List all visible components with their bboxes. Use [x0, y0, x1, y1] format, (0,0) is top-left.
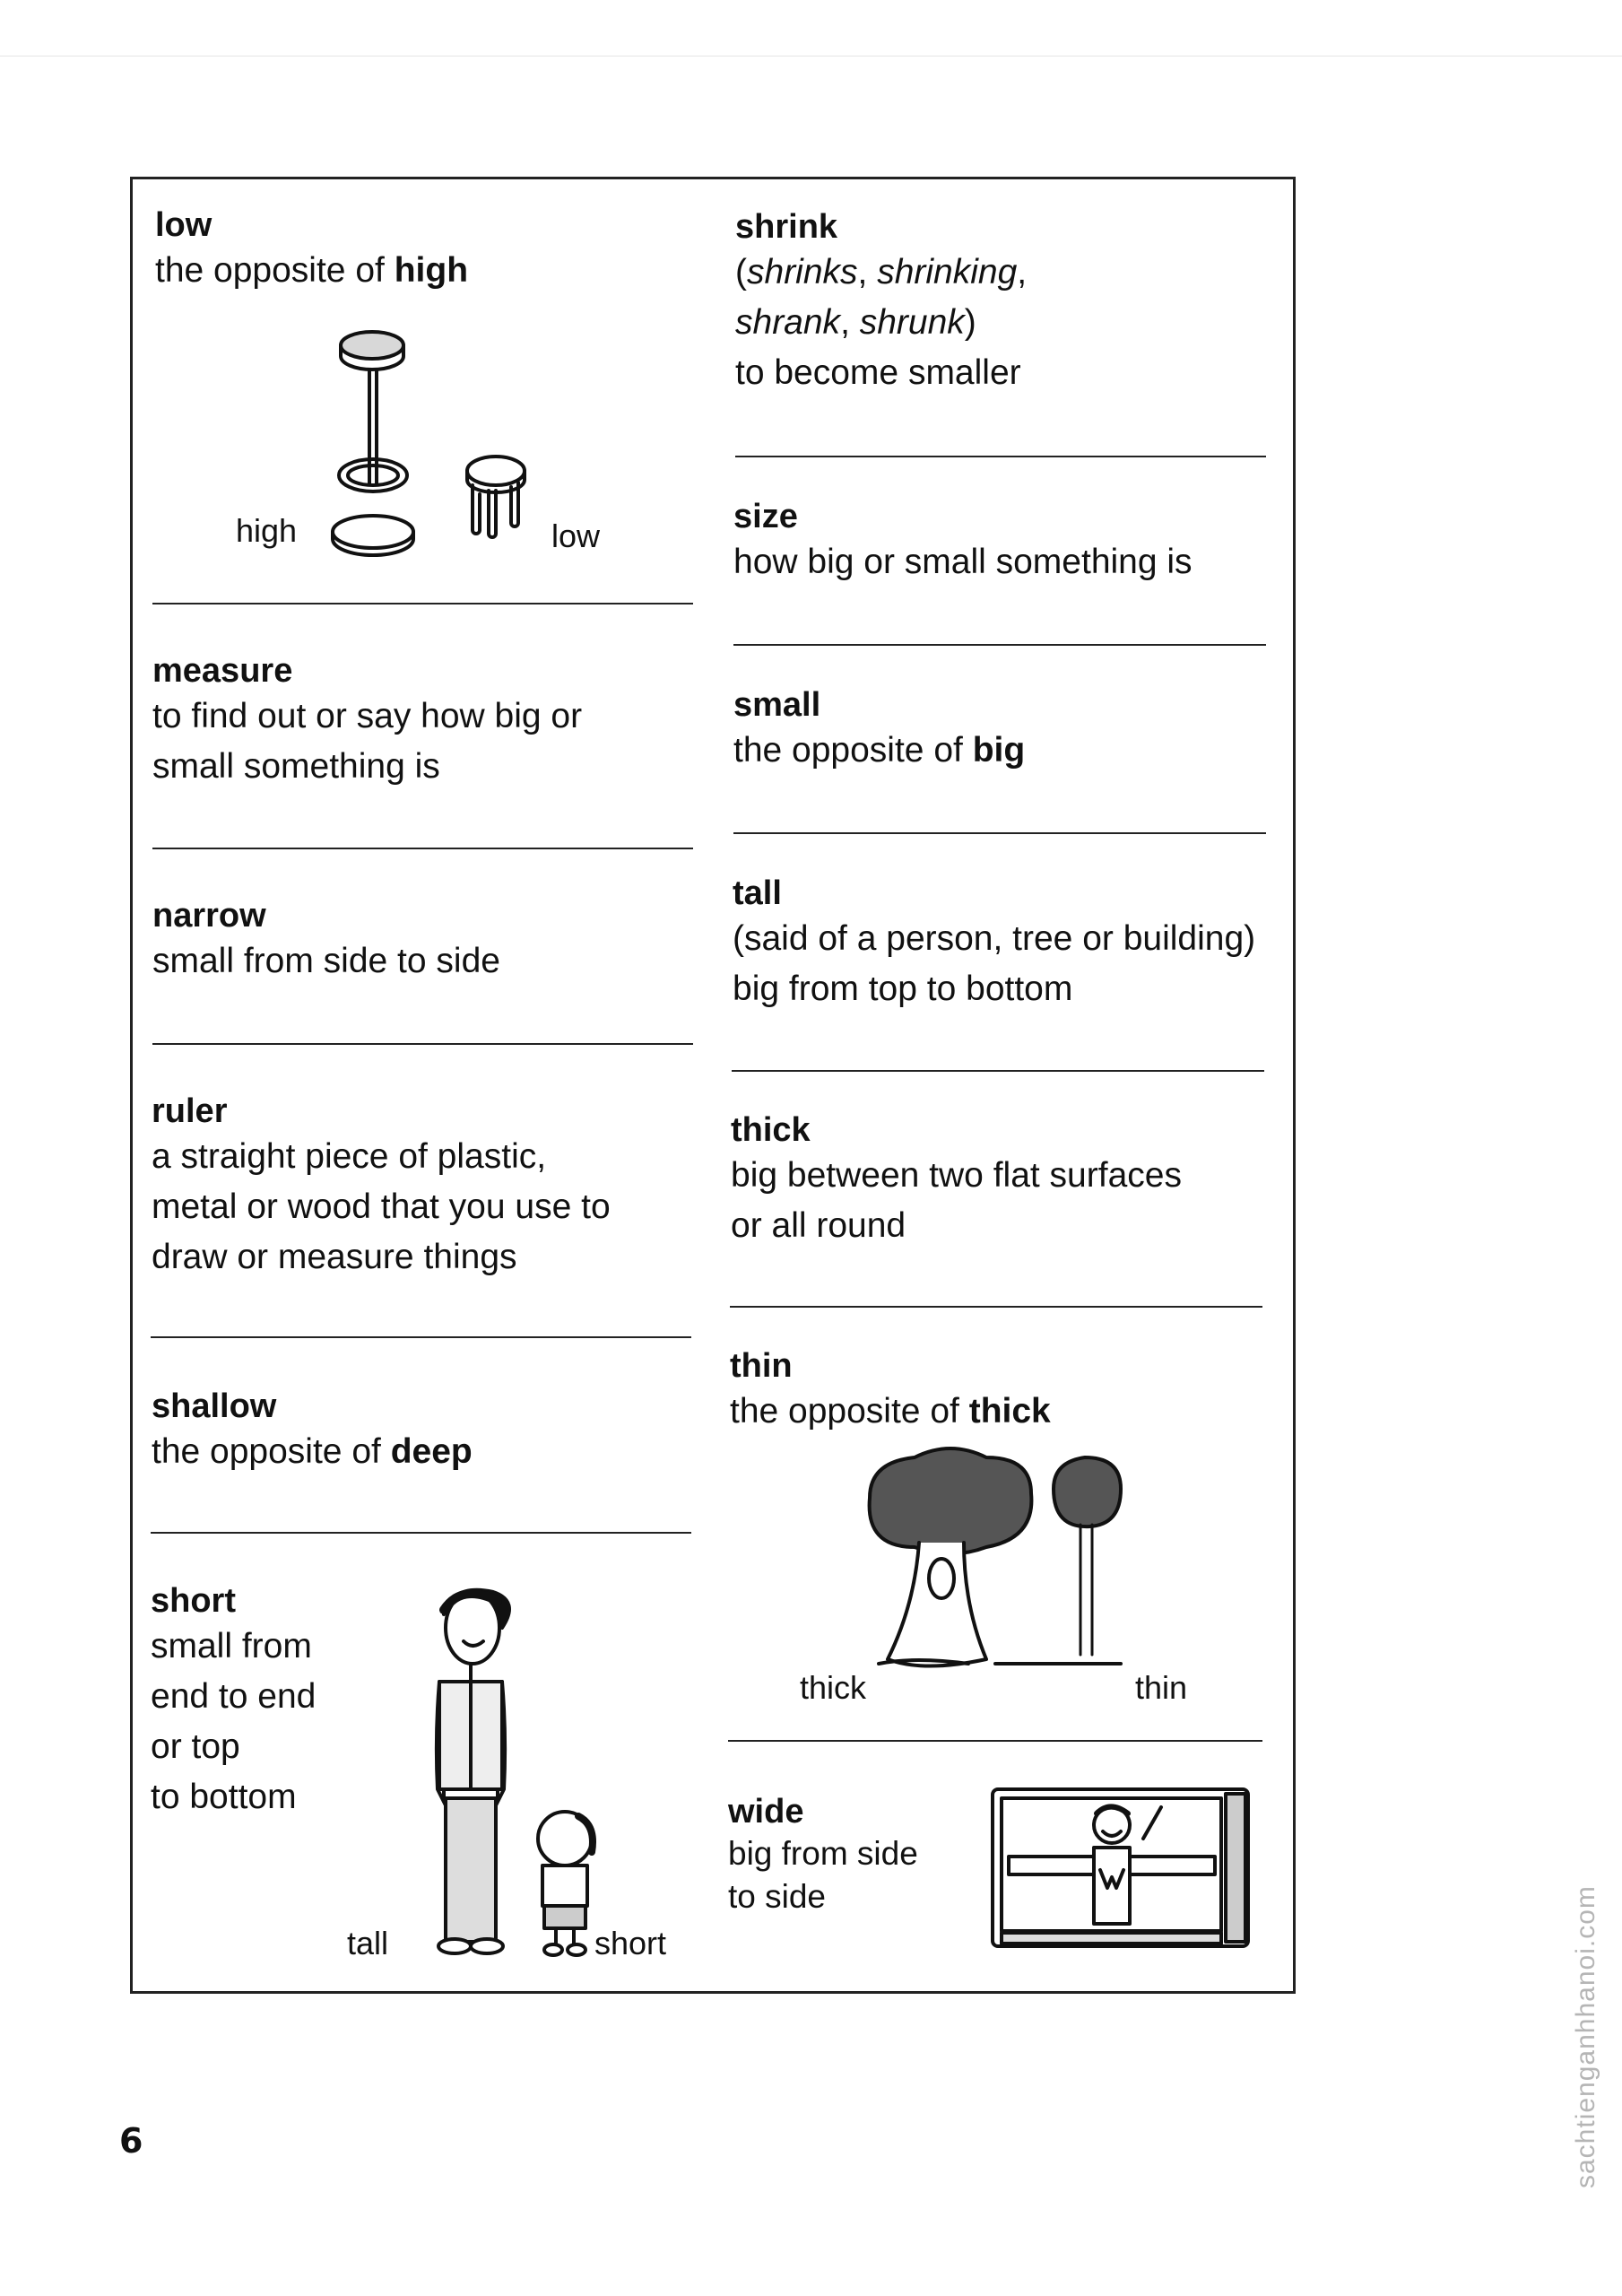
headword: thin [730, 1347, 793, 1385]
definition-line: draw or measure things [152, 1238, 517, 1276]
entry-shallow [152, 1386, 473, 1477]
watermark-text: sachtienganhhanoi.com [1571, 1885, 1600, 2188]
entry-thick [731, 1109, 1182, 1251]
headword: short [151, 1582, 236, 1620]
headword: shallow [152, 1387, 277, 1425]
definition-line: (said of a person, tree or building) [733, 919, 1256, 958]
definition [733, 726, 1025, 776]
illustration-label-thick: thick [800, 1669, 867, 1706]
definition-keyword: thick [968, 1392, 1051, 1431]
verb-forms-line: shrank, shrunk) [735, 303, 976, 342]
scan-artifact-line [0, 56, 1622, 57]
divider [152, 603, 693, 604]
definition-line: to find out or say how big or [152, 697, 583, 735]
verb-form: shrinking [877, 253, 1018, 291]
definition-text: the opposite of [155, 251, 385, 290]
tall-short-people-illustration [408, 1578, 632, 1973]
entry-short [151, 1580, 316, 1822]
divider [152, 848, 693, 849]
definition-line: to side [728, 1878, 827, 1915]
entry-small [733, 684, 1025, 776]
illustration-label-high: high [236, 512, 298, 549]
verb-forms-line: (shrinks, shrinking, [735, 253, 1028, 291]
paren: ) [964, 303, 976, 342]
entry-narrow [152, 895, 500, 987]
entry-wide [728, 1791, 918, 1918]
divider [152, 1043, 693, 1045]
definition-line: small from [151, 1627, 312, 1665]
definition-line: big from side [728, 1835, 918, 1872]
paren: ( [735, 253, 747, 291]
entry-low [155, 204, 468, 296]
entry-shrink [735, 206, 1027, 398]
definition-line: how big or small something is [733, 543, 1193, 581]
verb-form: shrank [735, 303, 841, 342]
definition-line: small something is [152, 747, 440, 786]
headword: size [733, 498, 798, 535]
definition-line: small from side to side [152, 942, 500, 980]
definition-line: to become smaller [735, 353, 1021, 392]
divider [733, 644, 1266, 646]
entry-tall [733, 873, 1255, 1014]
entry-size [733, 496, 1193, 587]
headword: shrink [735, 208, 838, 246]
divider [733, 832, 1266, 834]
definition-keyword: high [394, 251, 469, 290]
definition-text: the opposite of [730, 1392, 959, 1431]
definition-line: or all round [731, 1206, 906, 1245]
headword: thick [731, 1111, 811, 1149]
definition-line: or top [151, 1727, 240, 1766]
definition-keyword: deep [390, 1432, 473, 1471]
headword: measure [152, 652, 293, 690]
divider [151, 1532, 691, 1534]
divider [728, 1740, 1262, 1742]
headword: wide [728, 1793, 804, 1831]
entry-measure [152, 650, 582, 792]
verb-form: shrunk [859, 303, 965, 342]
illustration-label-low: low [551, 517, 601, 554]
divider [151, 1336, 691, 1338]
definition [152, 1427, 473, 1477]
definition-line: a straight piece of plastic, [152, 1137, 547, 1176]
illustration-label-short: short [594, 1925, 667, 1961]
divider [735, 456, 1266, 457]
verb-form: shrinks [747, 253, 858, 291]
illustration-label-tall: tall [347, 1925, 389, 1961]
definition-text: the opposite of [733, 731, 963, 770]
definition [730, 1387, 1051, 1437]
divider [732, 1070, 1264, 1072]
headword: tall [733, 874, 782, 912]
definition-line: big from top to bottom [733, 970, 1073, 1008]
definition-line: to bottom [151, 1778, 297, 1816]
definition-keyword: big [972, 731, 1026, 770]
definition [155, 246, 468, 296]
headword: narrow [152, 897, 266, 935]
definition-text: the opposite of [152, 1432, 381, 1471]
entry-thin [730, 1345, 1051, 1437]
definition-line: end to end [151, 1677, 317, 1716]
definition-line: metal or wood that you use to [152, 1187, 611, 1226]
headword: low [155, 206, 213, 244]
headword: small [733, 686, 821, 724]
page-number: 6 [119, 2121, 143, 2161]
illustration-label-thin: thin [1135, 1669, 1188, 1706]
wide-tv-illustration [991, 1785, 1260, 1964]
trees-illustration [852, 1444, 1139, 1695]
definition-line: big between two flat surfaces [731, 1156, 1182, 1195]
entry-ruler [152, 1091, 611, 1283]
headword: ruler [152, 1092, 228, 1130]
divider [730, 1306, 1262, 1308]
stools-illustration [296, 318, 592, 578]
